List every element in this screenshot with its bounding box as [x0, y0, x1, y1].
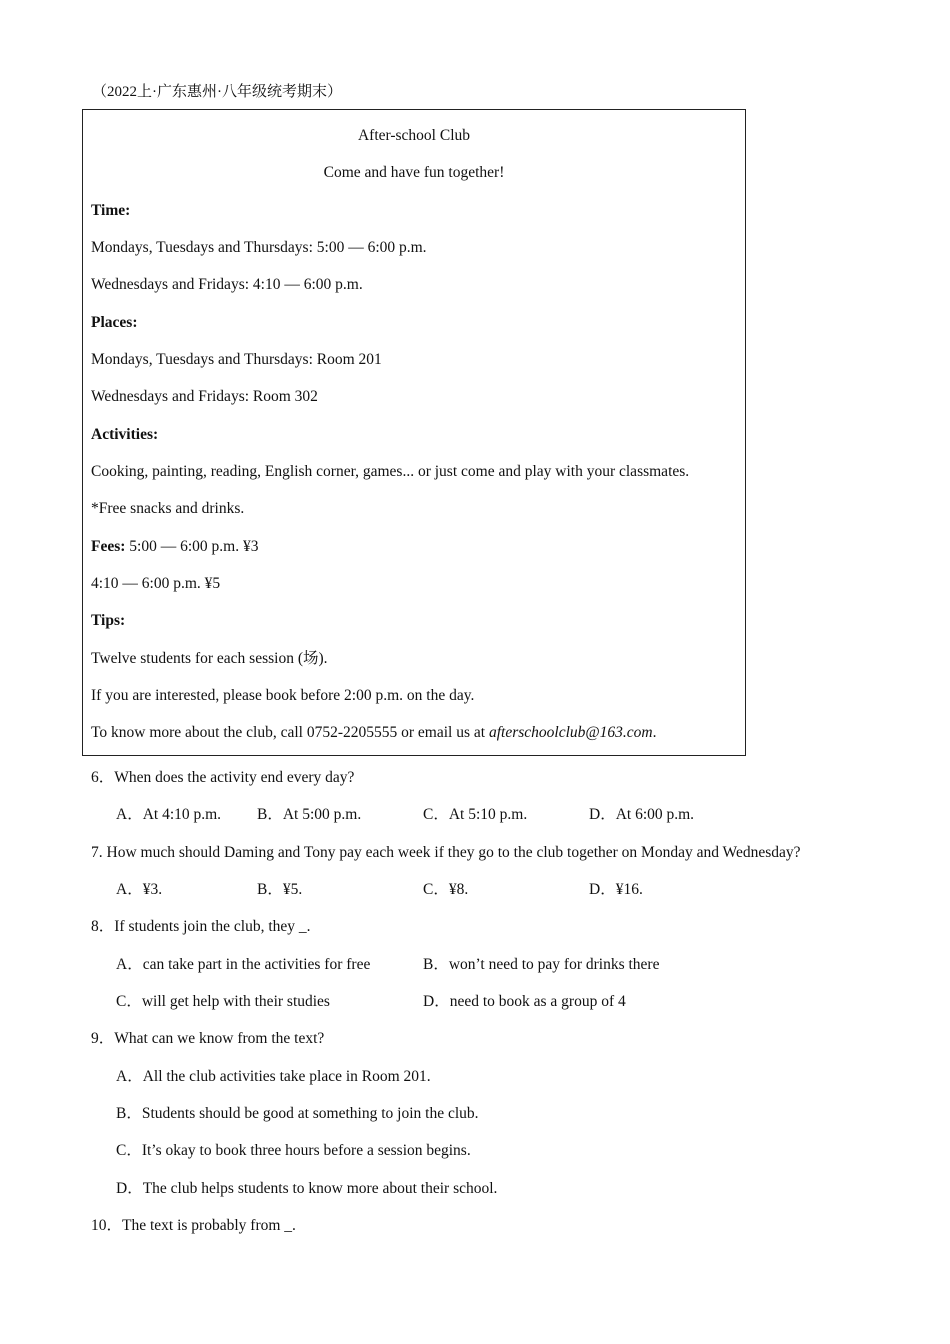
q7-option-c: C．¥8. — [423, 881, 469, 898]
q7-option-b: B．¥5. — [257, 881, 303, 898]
fees-line-1: Fees: 5:00 — 6:00 p.m. ¥3 — [91, 538, 259, 555]
q9-option-c: C．It’s okay to book three hours before a session begins. — [116, 1142, 471, 1159]
club-notice-box — [82, 109, 746, 756]
tips-line-1: Twelve students for each session (场). — [91, 650, 328, 667]
q6-option-d: D．At 6:00 p.m. — [589, 806, 695, 823]
notice-title: After-school Club — [357, 127, 471, 144]
time-line-2: Wednesdays and Fridays: 4:10 — 6:00 p.m. — [91, 276, 363, 293]
places-line-2: Wednesdays and Fridays: Room 302 — [91, 388, 318, 405]
fees-line-2: 4:10 — 6:00 p.m. ¥5 — [91, 575, 221, 592]
q8-option-b: B．won’t need to pay for drinks there — [423, 956, 660, 973]
activities-line: Cooking, painting, reading, English corner, games... or just come and play with your classmates. — [91, 463, 690, 480]
activities-heading: Activities: — [91, 426, 159, 443]
source-note: （2022上·广东惠州·八年级统考期末） — [92, 84, 342, 100]
q7-stem: 7. How much should Daming and Tony pay each week if they go to the club together on Monday and Wednesday? — [91, 844, 801, 861]
q7-option-d: D．¥16. — [589, 881, 643, 898]
snacks-line: *Free snacks and drinks. — [91, 500, 245, 517]
q6-option-a: A．At 4:10 p.m. — [116, 806, 222, 823]
q9-stem: 9．What can we know from the text? — [91, 1030, 325, 1047]
time-line-1: Mondays, Tuesdays and Thursdays: 5:00 — 6:00 p.m. — [91, 239, 427, 256]
time-heading: Time: — [91, 202, 131, 219]
contact-line: To know more about the club, call 0752-2205555 or email us at afterschoolclub@163.com. — [91, 724, 657, 741]
q9-option-a: A．All the club activities take place in Room 201. — [116, 1068, 431, 1085]
q6-option-b: B．At 5:00 p.m. — [257, 806, 362, 823]
fees-heading: Fees: — [91, 538, 126, 555]
notice-subtitle: Come and have fun together! — [323, 164, 505, 181]
q7-option-a: A．¥3. — [116, 881, 163, 898]
places-heading: Places: — [91, 314, 138, 331]
q6-stem: 6．When does the activity end every day? — [91, 769, 355, 786]
q6-option-c: C．At 5:10 p.m. — [423, 806, 528, 823]
contact-email: afterschoolclub@163.com — [488, 724, 653, 741]
q10-stem: 10．The text is probably from _. — [91, 1217, 296, 1234]
q8-option-a: A．can take part in the activities for free — [116, 956, 371, 973]
q8-option-d: D．need to book as a group of 4 — [423, 993, 626, 1010]
q9-option-b: B．Students should be good at something to join the club. — [116, 1105, 479, 1122]
q9-option-d: D．The club helps students to know more about their school. — [116, 1180, 498, 1197]
places-line-1: Mondays, Tuesdays and Thursdays: Room 201 — [91, 351, 382, 368]
q8-stem: 8．If students join the club, they _. — [91, 918, 311, 935]
q8-option-c: C．will get help with their studies — [116, 993, 330, 1010]
tips-line-2: If you are interested, please book before 2:00 p.m. on the day. — [91, 687, 475, 704]
tips-heading: Tips: — [91, 612, 126, 629]
